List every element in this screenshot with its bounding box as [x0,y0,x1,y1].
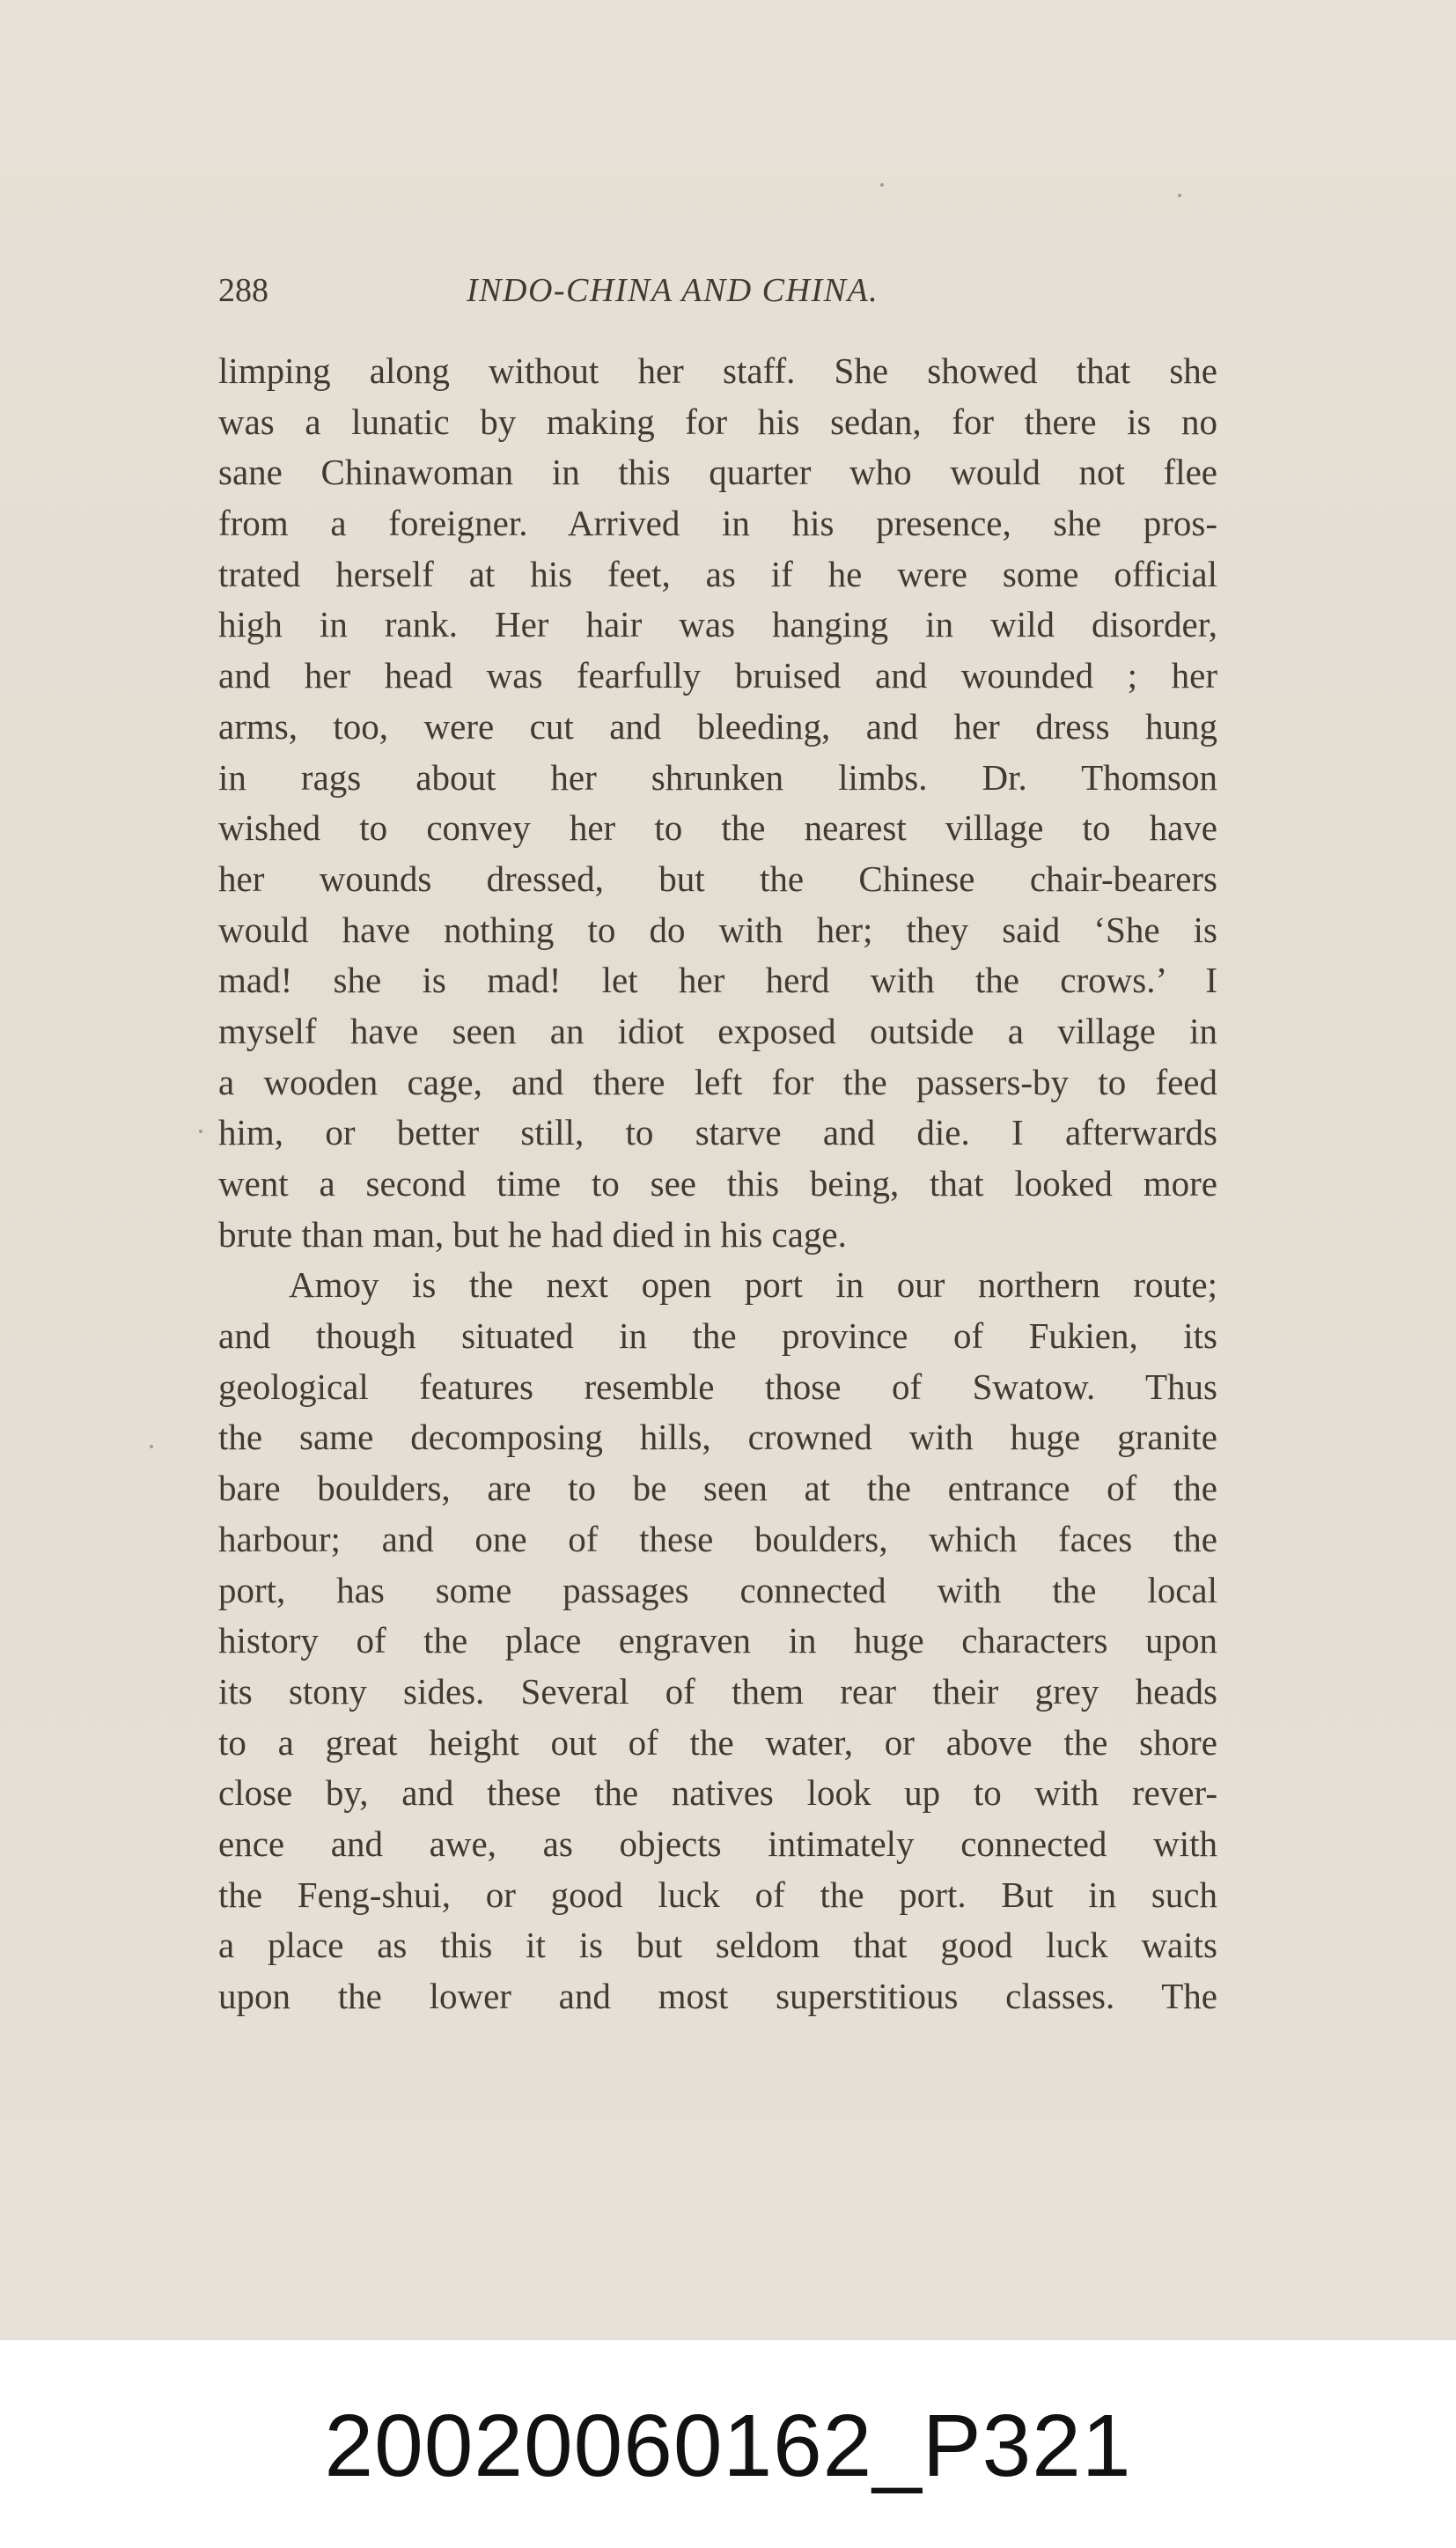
body-text [218,346,1217,2022]
text-line: bare boulders, are to be seen at the entrance of the [218,1468,1217,1509]
text-line: arms, too, were cut and bleeding, and her dress hung [218,705,1217,747]
text-line: a wooden cage, and there left for the passers-by to feed [218,1061,1217,1102]
text-line: the same decomposing hills, crowned with huge granite [218,1417,1217,1458]
paper-speck [1178,194,1181,197]
catalog-id: 20020060162_P321 [324,2397,1132,2495]
text-line: harbour; and one of these boulders, which faces the [218,1518,1217,1559]
text-line: geological features resemble those of Swatow. Thus [218,1366,1217,1407]
paragraph-1 [218,346,1217,1260]
text-line: port, has some passages connected with the local [218,1569,1217,1610]
text-line: her wounds dressed, but the Chinese chair-bearers [218,858,1217,899]
text-line: close by, and these the natives look up to with rever- [218,1772,1217,1814]
text-line: him, or better still, to starve and die. I afterwards [218,1112,1217,1153]
running-head: INDO-CHINA AND CHINA. [467,272,879,309]
paragraph-2 [218,1260,1217,2021]
text-line: limping along without her staff. She showed that she [218,350,1217,391]
text-line: brute than man, but he had died in his cage. [218,1213,847,1255]
text-line: sane Chinawoman in this quarter who would not flee [218,452,1217,493]
text-line: upon the lower and most superstitious classes. The [218,1976,1217,2016]
text-line: in rags about her shrunken limbs. Dr. Thomson [218,756,1217,798]
text-line: myself have seen an idiot exposed outside a village in [218,1010,1217,1051]
text-line: was a lunatic by making for his sedan, for there is no [218,401,1217,442]
text-line: from a foreigner. Arrived in his presence, she pros- [218,503,1217,544]
text-line: and her head was fearfully bruised and wounded ; her [218,655,1217,696]
text-line: Amoy is the next open port in our northern route; [289,1264,1217,1306]
text-line: ence and awe, as objects intimately connected with [218,1823,1217,1864]
text-line: would have nothing to do with her; they said ‘She is [218,909,1217,950]
text-line: wished to convey her to the nearest village to have [218,807,1217,849]
paper-speck [150,1445,153,1448]
paper-speck [199,1130,202,1133]
page-number: 288 [218,272,268,309]
text-line: mad! she is mad! let her herd with the crows.’ I [218,960,1217,1001]
text-line: to a great height out of the water, or above the shore [218,1721,1217,1763]
catalog-footer [0,2340,1456,2548]
text-line: its stony sides. Several of them rear their grey heads [218,1670,1217,1712]
text-line: went a second time to see this being, that looked more [218,1163,1217,1204]
text-line: the Feng-shui, or good luck of the port. But in such [218,1874,1217,1915]
text-line: a place as this it is but seldom that good luck waits [218,1925,1217,1966]
paper-speck [880,183,884,187]
text-line: and though situated in the province of Fukien, its [218,1315,1217,1357]
page-header [218,264,1217,317]
text-line: high in rank. Her hair was hanging in wild disorder, [218,604,1217,645]
text-line: history of the place engraven in huge characters upon [218,1620,1217,1661]
text-line: trated herself at his feet, as if he were some official [218,553,1217,594]
